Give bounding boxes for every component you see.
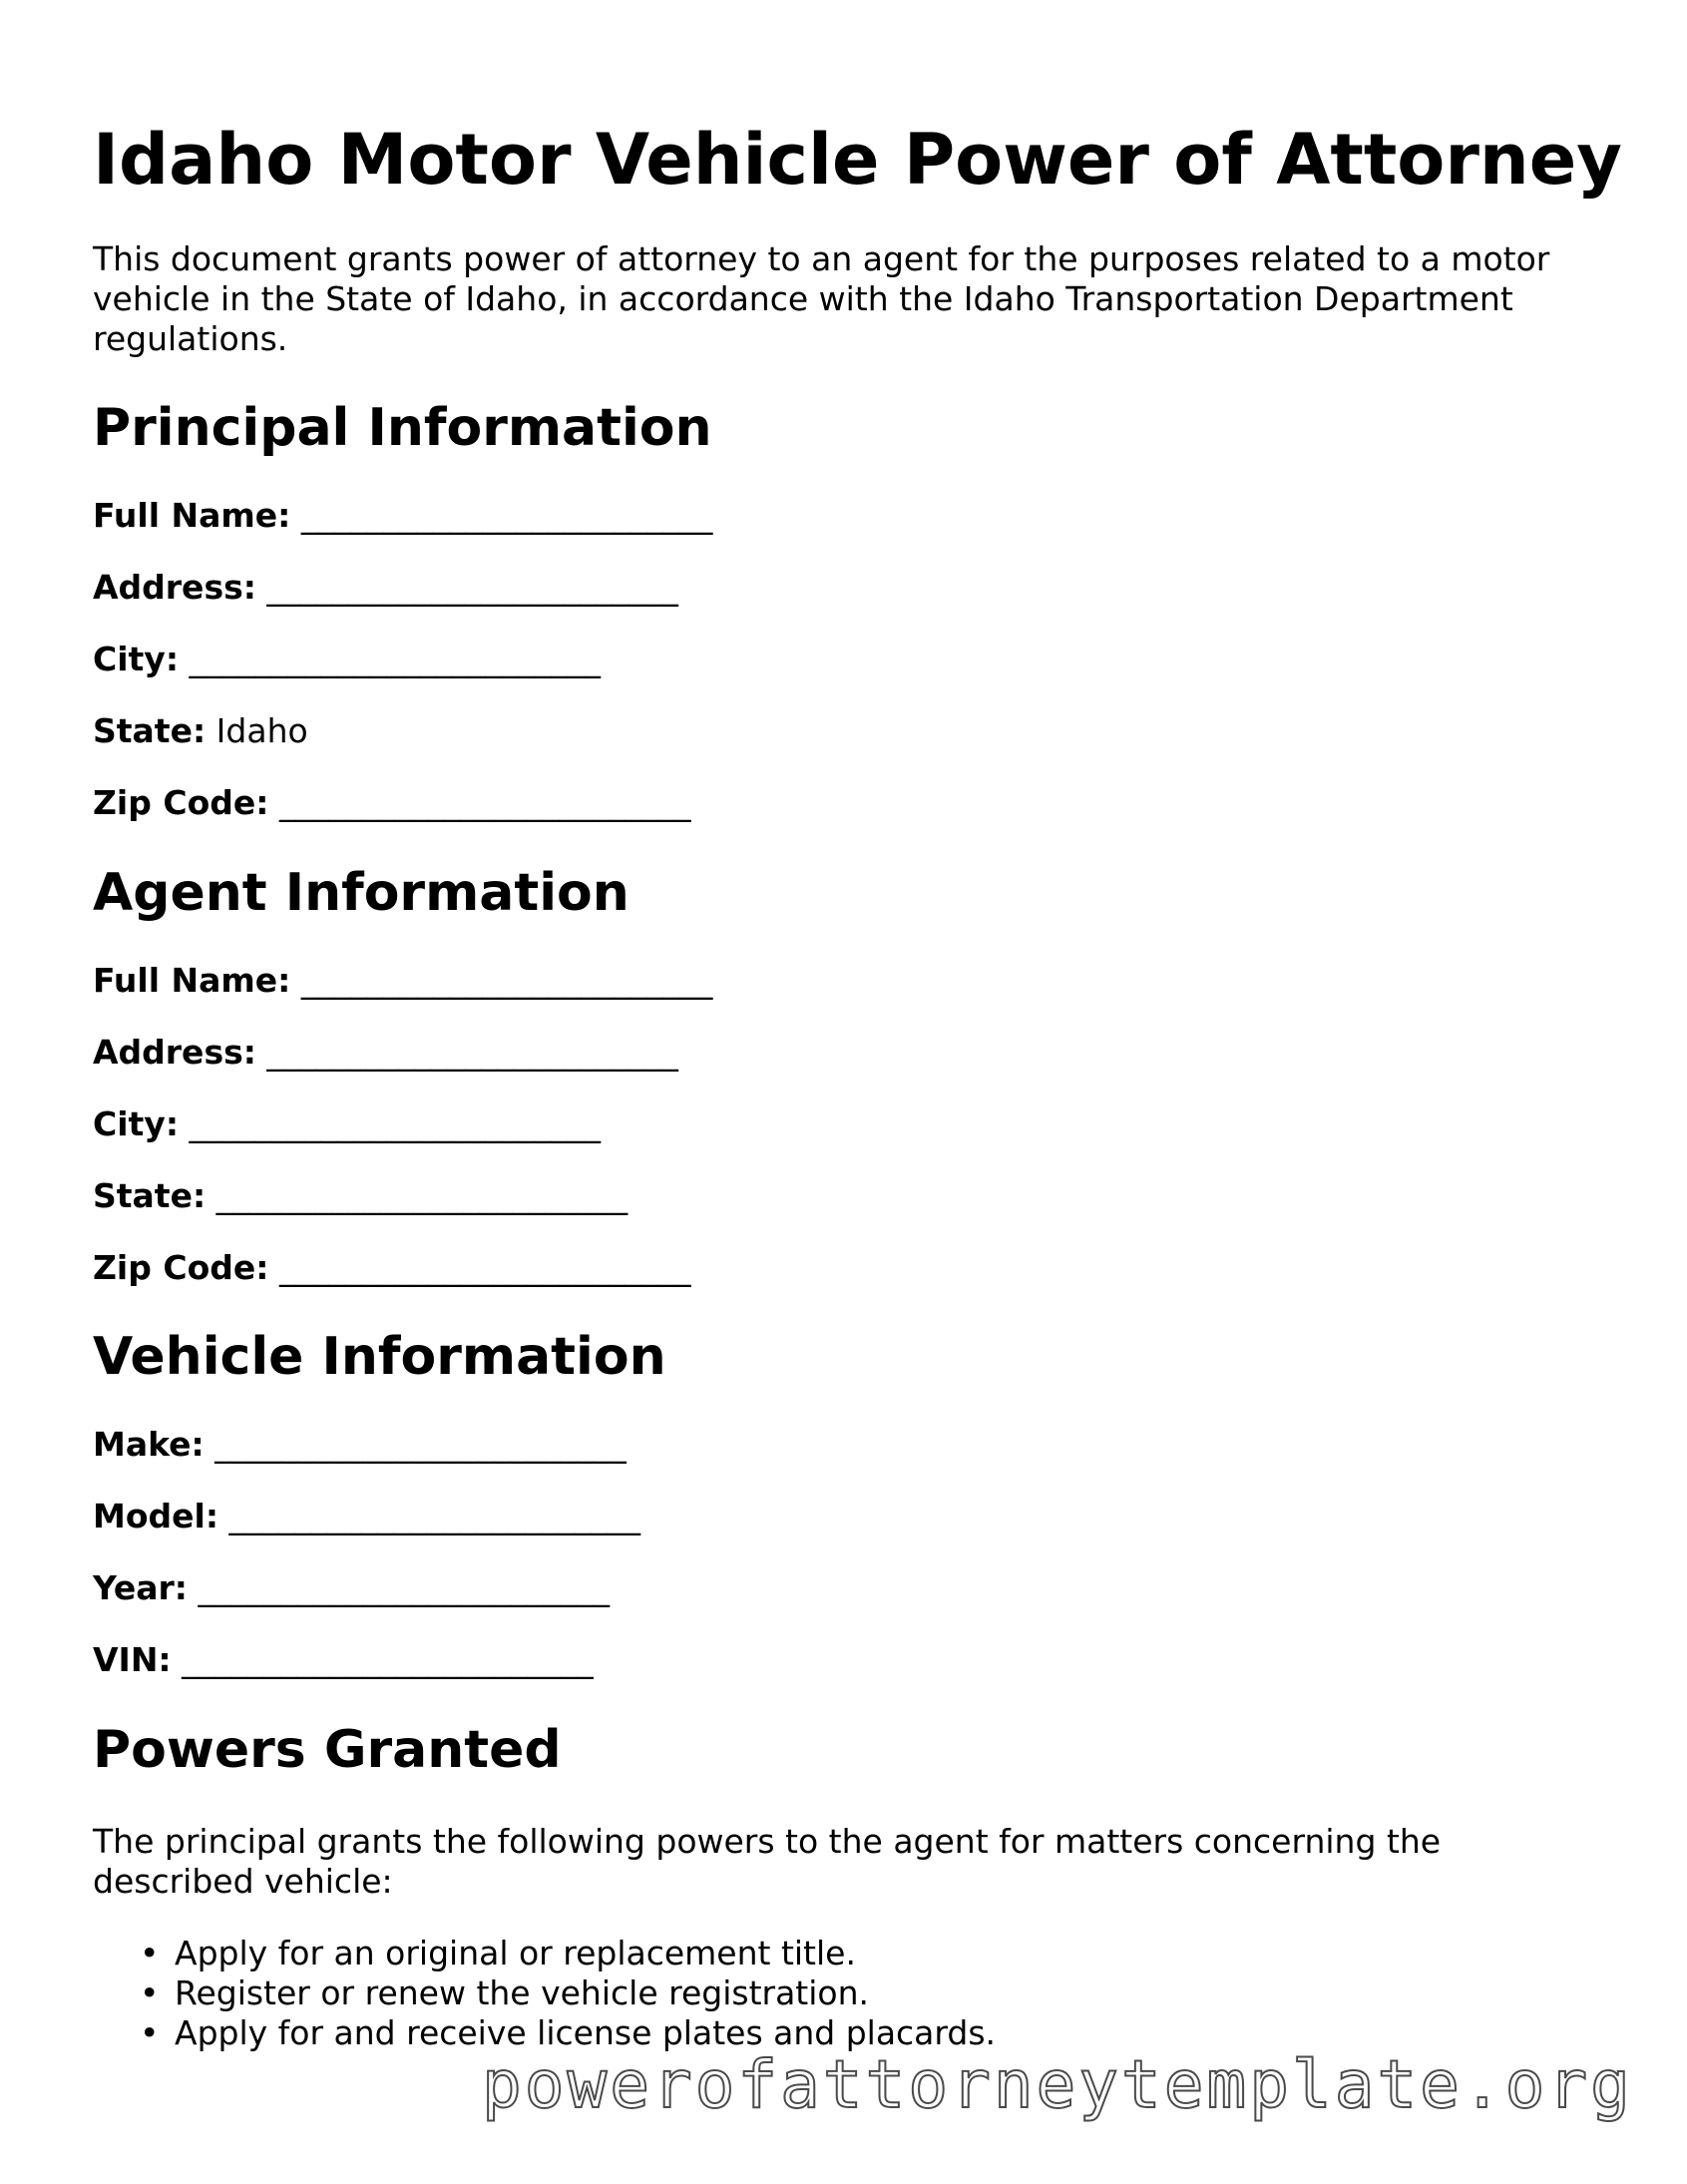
bullet-icon: • [140,1934,160,1972]
vehicle-model-label: Model: [93,1497,219,1535]
agent-full-name-label: Full Name: [93,961,291,1000]
vehicle-model-field [93,1497,640,1536]
vehicle-year-blank: _________________________ [198,1568,610,1607]
vehicle-vin-label: VIN: [93,1640,172,1679]
principal-state-label: State: [93,711,207,750]
agent-city-label: City: [93,1104,180,1143]
principal-full-name-blank: _________________________ [300,496,713,535]
agent-address-label: Address: [93,1033,256,1072]
powers-item-text: Apply for and receive license plates and placards. [175,2013,997,2052]
principal-city-field [93,640,601,679]
vehicle-vin-blank: _________________________ [182,1640,594,1679]
bullet-icon: • [140,1973,160,2012]
agent-city-blank: _________________________ [189,1104,602,1143]
principal-address-label: Address: [93,568,256,607]
principal-address-blank: _________________________ [266,568,678,607]
principal-city-blank: _________________________ [189,640,602,678]
principal-state-value: Idaho [215,711,308,750]
principal-city-label: City: [93,640,180,678]
principal-state-field [93,711,308,751]
vehicle-make-blank: _________________________ [214,1425,627,1464]
vehicle-make-field [93,1425,627,1465]
vehicle-heading: Vehicle Information [93,1327,666,1387]
powers-heading: Powers Granted [93,1720,562,1780]
principal-full-name-label: Full Name: [93,496,291,535]
principal-zip-label: Zip Code: [93,783,269,822]
powers-intro: The principal grants the following powers to the agent for matters concerning the described vehicle: [93,1822,1442,1901]
vehicle-year-label: Year: [93,1568,188,1607]
vehicle-make-label: Make: [93,1425,205,1464]
vehicle-vin-field [93,1640,594,1680]
principal-heading: Principal Information [93,398,712,458]
powers-item-text: Register or renew the vehicle registration. [175,1973,869,2012]
powers-list-item [93,1934,996,1973]
principal-full-name-field [93,496,712,536]
agent-heading: Agent Information [93,863,630,923]
vehicle-model-blank: _________________________ [228,1497,641,1535]
powers-list [93,1934,996,2053]
principal-address-field [93,568,678,608]
agent-zip-field [93,1248,690,1288]
agent-address-field [93,1033,678,1073]
agent-full-name-field [93,961,712,1001]
intro-paragraph: This document grants power of attorney to an agent for the purposes related to a motor vehicle in the State of Idaho, in accordance with the Idaho Transportation Department regulations. [93,239,1550,358]
agent-address-blank: _________________________ [266,1033,678,1072]
agent-full-name-blank: _________________________ [300,961,713,1000]
principal-zip-blank: _________________________ [278,783,691,822]
agent-state-field [93,1176,628,1216]
agent-state-label: State: [93,1176,207,1215]
principal-zip-field [93,783,690,823]
agent-zip-blank: _________________________ [278,1248,691,1287]
agent-zip-label: Zip Code: [93,1248,269,1287]
powers-list-item [93,1973,996,2013]
watermark-text: powerofattorneytemplate.org [482,2046,1633,2123]
vehicle-year-field [93,1568,610,1608]
bullet-icon: • [140,2013,160,2052]
agent-state-blank: _________________________ [215,1176,629,1215]
document-title: Idaho Motor Vehicle Power of Attorney [93,119,1622,201]
powers-item-text: Apply for an original or replacement title. [175,1934,856,1972]
agent-city-field [93,1104,601,1144]
